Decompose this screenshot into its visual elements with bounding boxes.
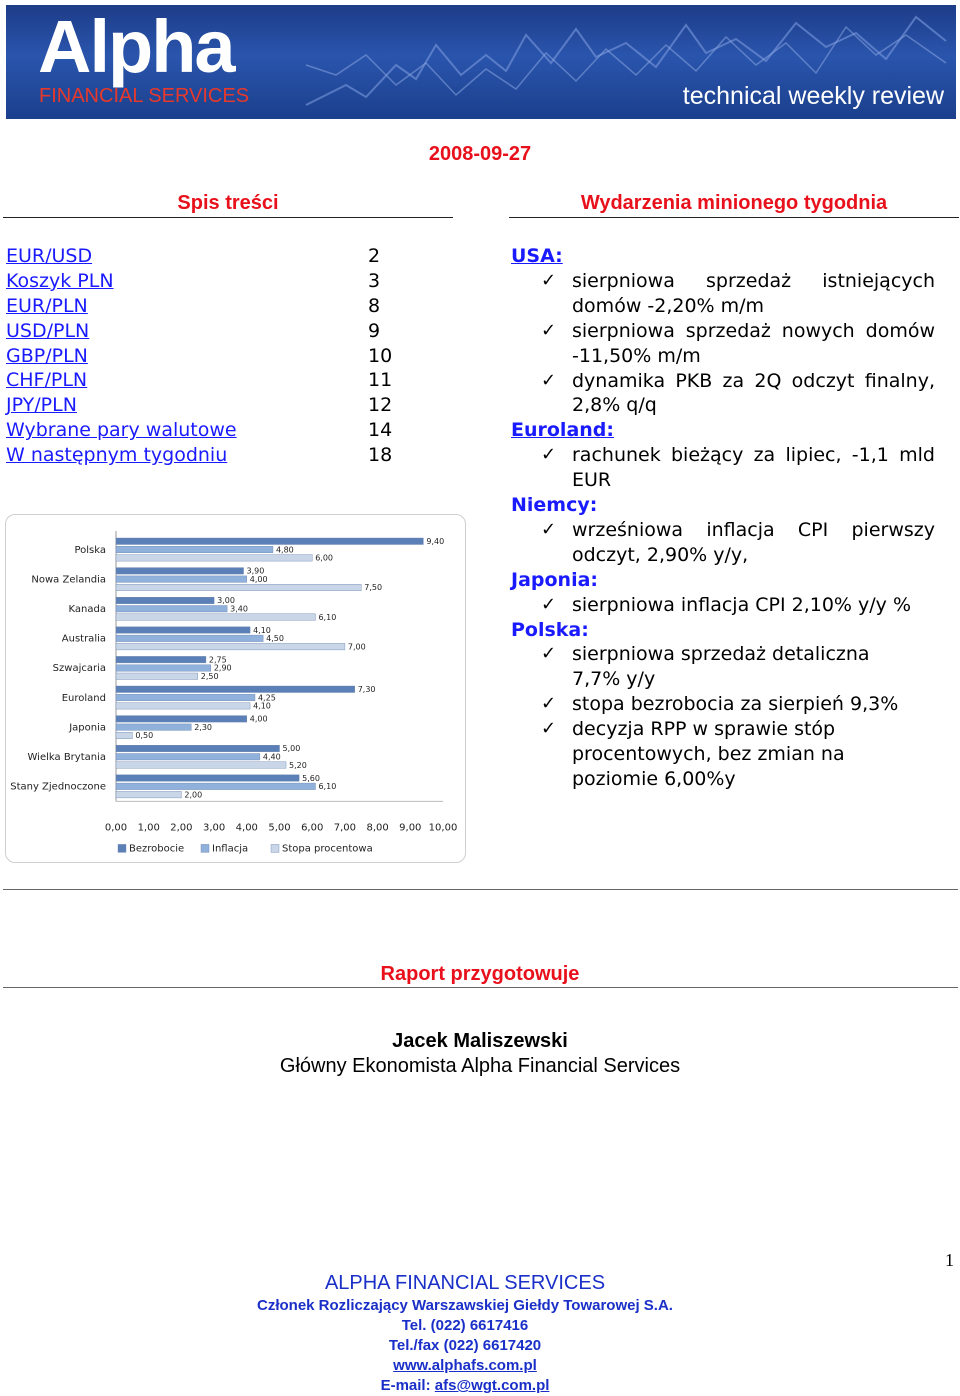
check-icon: ✓ bbox=[541, 269, 557, 291]
check-icon: ✓ bbox=[541, 369, 557, 391]
chart-bar bbox=[116, 775, 299, 782]
chart-value-label: 2,50 bbox=[200, 672, 219, 681]
table-of-contents bbox=[6, 244, 406, 468]
events-title: Wydarzenia minionego tygodnia bbox=[580, 192, 888, 214]
events-divider bbox=[509, 217, 959, 218]
chart-bar bbox=[116, 673, 198, 680]
toc-item[interactable] bbox=[6, 244, 406, 269]
check-icon: ✓ bbox=[541, 319, 557, 341]
chart-value-label: 7,00 bbox=[347, 642, 366, 652]
toc-link[interactable]: W następnym tygodniu bbox=[6, 444, 228, 467]
toc-title: Spis treści bbox=[177, 192, 279, 214]
toc-item[interactable] bbox=[6, 269, 406, 294]
report-date: 2008-09-27 bbox=[428, 143, 532, 165]
chart-value-label: 3,00 bbox=[217, 596, 235, 606]
event-item bbox=[511, 593, 935, 618]
country-heading-polska: Polska: bbox=[511, 618, 589, 641]
chart-value-label: 5,60 bbox=[302, 773, 320, 783]
event-item bbox=[511, 369, 935, 419]
chart-x-tick-label: 2,00 bbox=[170, 822, 193, 834]
check-icon: ✓ bbox=[541, 444, 557, 466]
country-heading-usa: USA: bbox=[511, 245, 563, 267]
event-text: sierpniowa sprzedaż detaliczna 7,7% y/y bbox=[572, 643, 870, 691]
event-text: rachunek bieżący za lipiec, -1,1 mld EUR bbox=[572, 444, 935, 492]
chart-x-tick-label: 8,00 bbox=[366, 822, 389, 834]
chart-value-label: 4,10 bbox=[253, 701, 271, 711]
country-heading-japonia: Japonia: bbox=[511, 568, 599, 591]
chart-legend-label: Bezrobocie bbox=[129, 843, 185, 855]
chart-value-label: 0,50 bbox=[135, 731, 154, 741]
report-divider bbox=[3, 987, 958, 988]
chart-value-label: 6,10 bbox=[318, 612, 337, 622]
chart-bar bbox=[116, 568, 244, 575]
chart-category-label: Polska bbox=[74, 544, 106, 556]
toc-page-number: 14 bbox=[368, 419, 393, 442]
section-divider bbox=[3, 889, 958, 890]
footer-email-link[interactable]: afs@wgt.com.pl bbox=[434, 1377, 550, 1394]
check-icon: ✓ bbox=[541, 518, 557, 540]
chart-bar bbox=[116, 597, 214, 604]
toc-item[interactable] bbox=[6, 418, 406, 443]
footer-phone: Tel. (022) 6617416 bbox=[401, 1317, 529, 1334]
chart-value-label: 4,00 bbox=[249, 574, 268, 584]
event-text: sierpniowa sprzedaż nowych domów -11,50% m/m bbox=[572, 319, 935, 367]
chart-x-tick-label: 6,00 bbox=[301, 822, 324, 834]
chart-x-tick-label: 4,00 bbox=[235, 822, 258, 834]
toc-page-number: 18 bbox=[368, 444, 393, 467]
event-item bbox=[511, 518, 935, 568]
footer-membership: Członek Rozliczający Warszawskiej Giełdy Towarowej S.A. bbox=[257, 1297, 673, 1314]
chart-value-label: 4,25 bbox=[257, 693, 276, 703]
chart-bar bbox=[116, 555, 312, 562]
chart-bar bbox=[116, 576, 247, 583]
chart-legend-label: Inflacja bbox=[212, 843, 249, 855]
chart-value-label: 2,75 bbox=[208, 655, 227, 665]
country-heading-niemcy: Niemcy: bbox=[511, 494, 598, 517]
toc-item[interactable] bbox=[6, 393, 406, 418]
toc-page-number: 2 bbox=[368, 245, 381, 267]
chart-bar bbox=[116, 643, 345, 650]
chart-x-tick-label: 3,00 bbox=[202, 822, 226, 834]
toc-link[interactable]: Koszyk PLN bbox=[6, 269, 114, 292]
chart-value-label: 4,10 bbox=[253, 625, 271, 635]
chart-x-tick-label: 7,00 bbox=[333, 822, 357, 834]
chart-category-label: Wielka Brytania bbox=[27, 752, 106, 763]
toc-page-number: 8 bbox=[368, 294, 381, 317]
chart-category-label: Australia bbox=[61, 633, 106, 645]
chart-legend-swatch bbox=[118, 844, 126, 852]
chart-bar bbox=[116, 754, 260, 761]
chart-bar bbox=[116, 732, 132, 739]
chart-value-label: 7,50 bbox=[364, 583, 383, 593]
toc-item[interactable] bbox=[6, 344, 406, 369]
chart-x-tick-label: 0,00 bbox=[104, 822, 128, 834]
chart-value-label: 4,80 bbox=[275, 545, 294, 555]
chart-bar bbox=[116, 546, 273, 553]
event-text: sierpniowa sprzedaż istniejących domów -2,20% m/m bbox=[572, 269, 935, 317]
publication-tagline: technical weekly review bbox=[682, 82, 944, 110]
check-icon: ✓ bbox=[541, 693, 557, 715]
chart-x-tick-label: 1,00 bbox=[137, 822, 160, 834]
company-logo-subtitle: FINANCIAL SERVICES bbox=[39, 85, 250, 107]
chart-category-label: Kanada bbox=[68, 604, 106, 615]
footer-fax: Tel./fax (022) 6617420 bbox=[388, 1337, 542, 1354]
chart-bar bbox=[116, 656, 206, 663]
event-item bbox=[511, 443, 935, 493]
event-text: decyzja RPP w sprawie stóp procentowych, bez zmian na poziomie 6,00%y bbox=[572, 718, 845, 790]
chart-bar bbox=[116, 791, 181, 798]
event-item bbox=[511, 269, 935, 319]
chart-value-label: 7,30 bbox=[357, 685, 376, 694]
author-role: Główny Ekonomista Alpha Financial Services bbox=[279, 1055, 681, 1077]
events-list bbox=[511, 244, 935, 792]
event-text: stopa bezrobocia za sierpień 9,3% bbox=[572, 693, 899, 716]
chart-value-label: 6,00 bbox=[315, 553, 334, 563]
toc-item[interactable] bbox=[6, 319, 406, 344]
chart-bar bbox=[116, 745, 280, 752]
country-heading-euroland: Euroland: bbox=[511, 419, 614, 442]
chart-x-tick-label: 10,00 bbox=[428, 822, 458, 834]
toc-link[interactable]: JPY/PLN bbox=[6, 394, 77, 417]
chart-x-tick-label: 5,00 bbox=[268, 822, 291, 834]
chart-bar bbox=[116, 716, 247, 723]
chart-bar bbox=[116, 665, 211, 672]
macro-indicators-chart bbox=[5, 514, 466, 863]
chart-bar bbox=[116, 783, 315, 790]
footer-email-label: E-mail: bbox=[380, 1377, 431, 1394]
toc-item[interactable] bbox=[6, 368, 406, 393]
toc-item[interactable] bbox=[6, 443, 406, 468]
chart-value-label: 2,30 bbox=[194, 722, 213, 732]
chart-bar bbox=[116, 762, 286, 769]
chart-value-label: 3,90 bbox=[246, 566, 265, 576]
check-icon: ✓ bbox=[541, 593, 557, 615]
chart-value-label: 5,20 bbox=[289, 760, 307, 770]
event-text: wrześniowa inflacja CPI pierwszy odczyt, 2,90% y/y, bbox=[572, 518, 935, 566]
toc-page-number: 11 bbox=[368, 369, 393, 392]
chart-bar bbox=[116, 635, 263, 642]
chart-value-label: 4,40 bbox=[262, 752, 281, 762]
chart-legend-label: Stopa procentowa bbox=[282, 843, 373, 855]
chart-category-label: Euroland bbox=[61, 692, 106, 704]
toc-page-number: 3 bbox=[368, 269, 381, 292]
chart-legend-swatch bbox=[271, 844, 279, 852]
check-icon: ✓ bbox=[541, 643, 557, 665]
chart-category-label: Nowa Zelandia bbox=[31, 574, 106, 586]
chart-bar bbox=[116, 584, 361, 591]
report-author-title: Raport przygotowuje bbox=[380, 963, 580, 985]
toc-page-number: 10 bbox=[368, 344, 393, 367]
toc-page-number: 9 bbox=[368, 319, 381, 342]
event-text: sierpniowa inflacja CPI 2,10% y/y % bbox=[572, 593, 911, 616]
chart-bar bbox=[116, 627, 250, 634]
chart-bar bbox=[116, 724, 191, 731]
toc-link[interactable]: CHF/PLN bbox=[6, 369, 88, 392]
toc-link[interactable]: USD/PLN bbox=[6, 319, 90, 342]
chart-legend-swatch bbox=[201, 844, 209, 852]
author-name: Jacek Maliszewski bbox=[392, 1030, 568, 1052]
chart-category-label: Japonia bbox=[69, 722, 106, 734]
toc-link[interactable]: GBP/PLN bbox=[6, 344, 88, 367]
chart-category-label: Stany Zjednoczone bbox=[10, 781, 106, 793]
event-item bbox=[511, 642, 935, 692]
chart-value-label: 4,50 bbox=[266, 634, 284, 644]
page-number: 1 bbox=[945, 1250, 954, 1270]
chart-value-label: 2,90 bbox=[213, 663, 232, 673]
toc-link[interactable]: EUR/PLN bbox=[6, 294, 88, 317]
footer-company: ALPHA FINANCIAL SERVICES bbox=[324, 1272, 606, 1294]
chart-bar bbox=[116, 694, 255, 701]
chart-value-label: 5,00 bbox=[282, 744, 301, 754]
chart-value-label: 4,00 bbox=[249, 714, 268, 724]
toc-link[interactable]: Wybrane pary walutowe bbox=[6, 419, 237, 442]
chart-canvas bbox=[6, 515, 465, 862]
footer-website-link[interactable]: www.alphafs.com.pl bbox=[393, 1357, 537, 1374]
footer-contact bbox=[235, 1270, 695, 1396]
chart-bar bbox=[116, 538, 423, 545]
chart-bar bbox=[116, 686, 355, 693]
event-text: dynamika PKB za 2Q odczyt finalny, 2,8% q/q bbox=[572, 369, 935, 417]
chart-value-label: 2,00 bbox=[184, 790, 203, 800]
event-item bbox=[511, 692, 935, 717]
chart-bar bbox=[116, 614, 315, 621]
chart-x-tick-label: 9,00 bbox=[399, 822, 422, 834]
toc-item[interactable] bbox=[6, 294, 406, 319]
chart-bar bbox=[116, 703, 250, 710]
chart-bar bbox=[116, 606, 227, 613]
toc-page-number: 12 bbox=[368, 394, 393, 417]
chart-category-label: Szwajcaria bbox=[52, 663, 106, 675]
chart-value-label: 3,40 bbox=[230, 604, 248, 614]
event-item bbox=[511, 319, 935, 369]
toc-link[interactable]: EUR/USD bbox=[6, 245, 93, 267]
chart-value-label: 6,10 bbox=[318, 782, 337, 792]
company-logo: Alpha bbox=[38, 5, 234, 88]
header-banner bbox=[6, 5, 956, 119]
toc-divider bbox=[3, 217, 453, 218]
event-item bbox=[511, 717, 935, 792]
check-icon: ✓ bbox=[541, 718, 557, 740]
chart-value-label: 9,40 bbox=[426, 537, 445, 546]
